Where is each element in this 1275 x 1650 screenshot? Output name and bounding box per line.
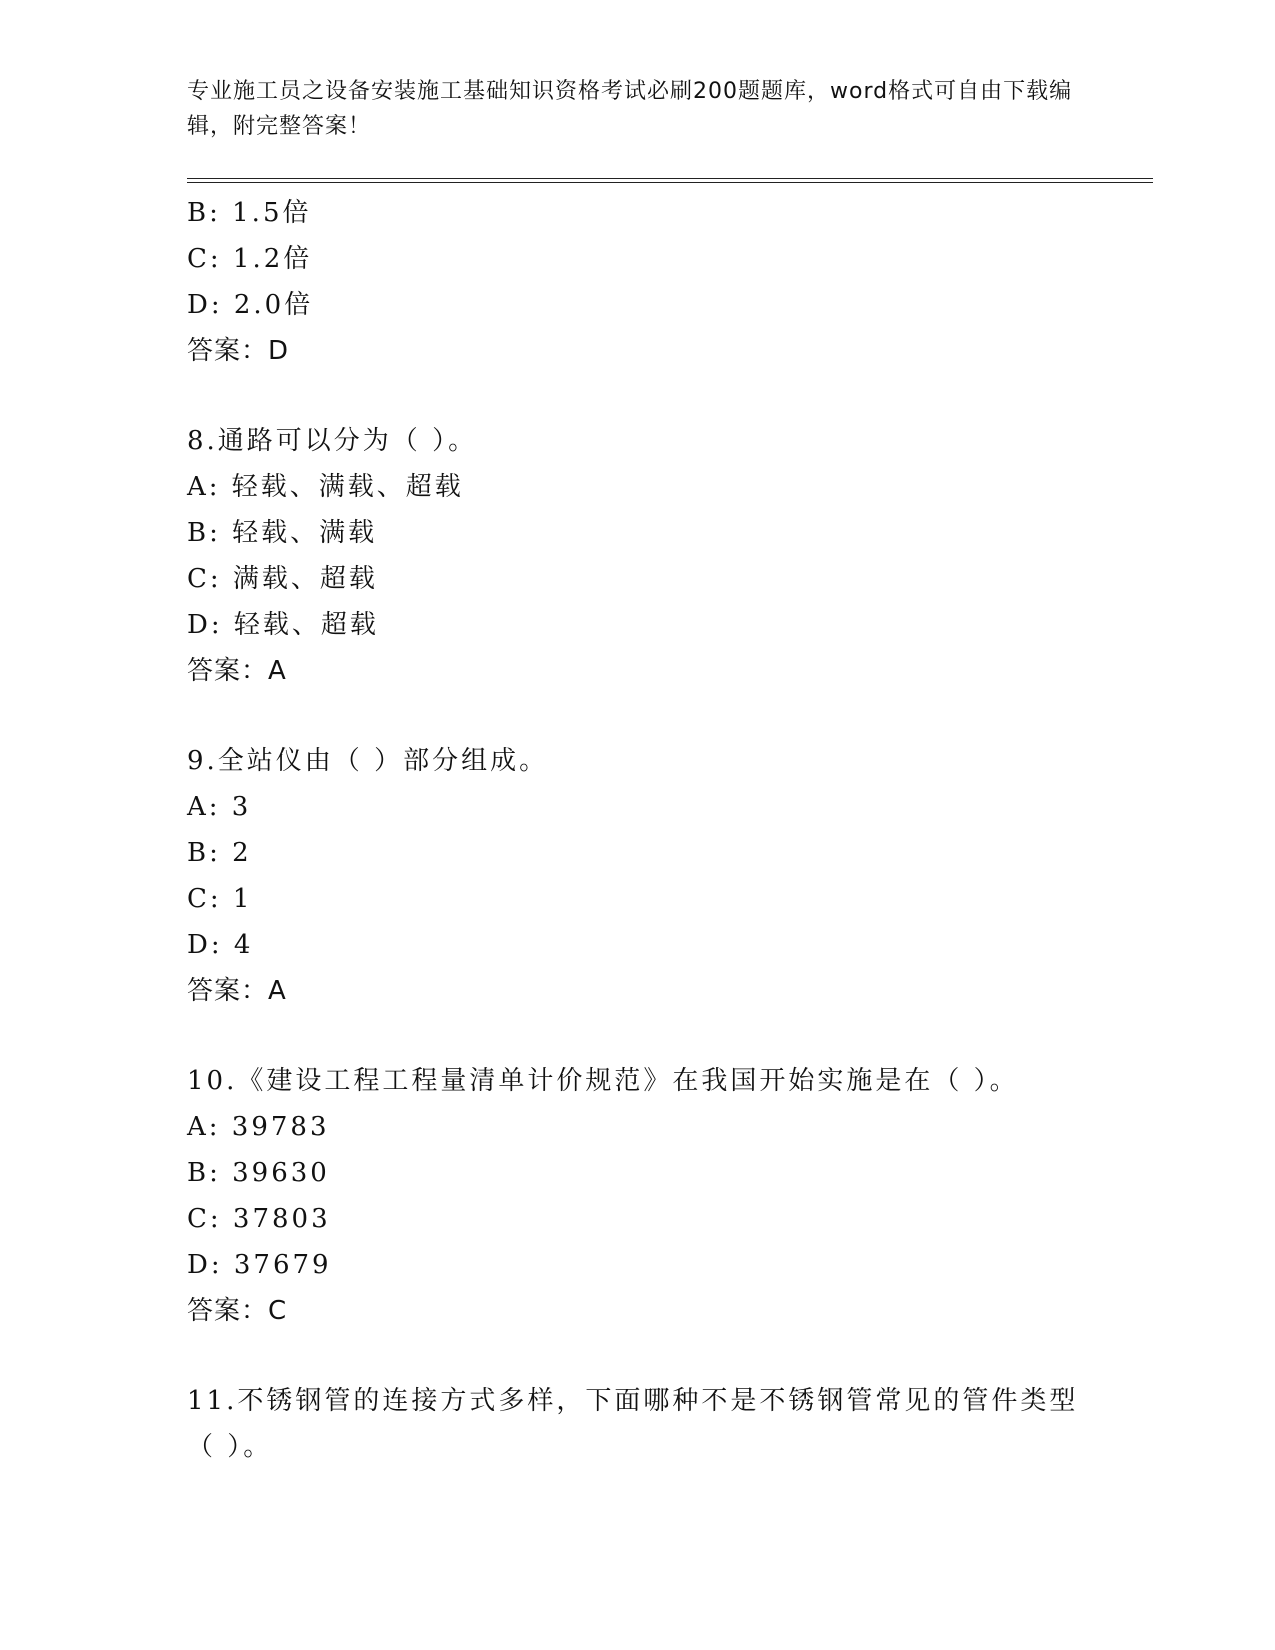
answer: 答案：A bbox=[187, 656, 287, 686]
question-8 bbox=[187, 418, 1087, 694]
document-header bbox=[187, 74, 1087, 144]
option-c: C: 满载、超载 bbox=[187, 564, 378, 594]
spacer bbox=[187, 1014, 1087, 1058]
answer: 答案：A bbox=[187, 976, 287, 1006]
question-text: 11.不锈钢管的连接方式多样，下面哪种不是不锈钢管常见的管件类型（ ）。 bbox=[187, 1386, 1079, 1462]
option-b: B: 轻载、满载 bbox=[187, 518, 378, 548]
question-11 bbox=[187, 1378, 1087, 1470]
header-divider-bottom bbox=[187, 182, 1153, 183]
option-a: A: 3 bbox=[187, 792, 252, 822]
option-a: A: 39783 bbox=[187, 1112, 330, 1142]
option-c: C: 1 bbox=[187, 884, 253, 914]
answer: 答案：D bbox=[187, 336, 290, 366]
header-text: 专业施工员之设备安装施工基础知识资格考试必刷200题题库，word格式可自由下载编辑，附完整答案！ bbox=[187, 79, 1073, 139]
question-text: 10.《建设工程工程量清单计价规范》在我国开始实施是在（ ）。 bbox=[187, 1066, 1019, 1096]
question-text: 8.通路可以分为（ ）。 bbox=[187, 426, 478, 456]
option-c: C: 37803 bbox=[187, 1204, 331, 1234]
option-d: D: 2.0倍 bbox=[187, 290, 314, 320]
spacer bbox=[187, 1334, 1087, 1378]
question-10 bbox=[187, 1058, 1087, 1334]
option-c: C: 1.2倍 bbox=[187, 244, 313, 274]
answer: 答案：C bbox=[187, 1296, 288, 1326]
option-d: D: 37679 bbox=[187, 1250, 332, 1280]
option-b: B: 2 bbox=[187, 838, 252, 868]
option-d: D: 4 bbox=[187, 930, 254, 960]
spacer bbox=[187, 694, 1087, 738]
question-text: 9.全站仪由（ ）部分组成。 bbox=[187, 746, 549, 776]
option-b: B: 1.5倍 bbox=[187, 198, 312, 228]
option-a: A: 轻载、满载、超载 bbox=[187, 472, 464, 502]
question-7-tail bbox=[187, 190, 1087, 374]
spacer bbox=[187, 374, 1087, 418]
option-d: D: 轻载、超载 bbox=[187, 610, 379, 640]
question-list bbox=[187, 190, 1087, 1470]
question-9 bbox=[187, 738, 1087, 1014]
header-divider-top bbox=[187, 178, 1153, 179]
option-b: B: 39630 bbox=[187, 1158, 330, 1188]
